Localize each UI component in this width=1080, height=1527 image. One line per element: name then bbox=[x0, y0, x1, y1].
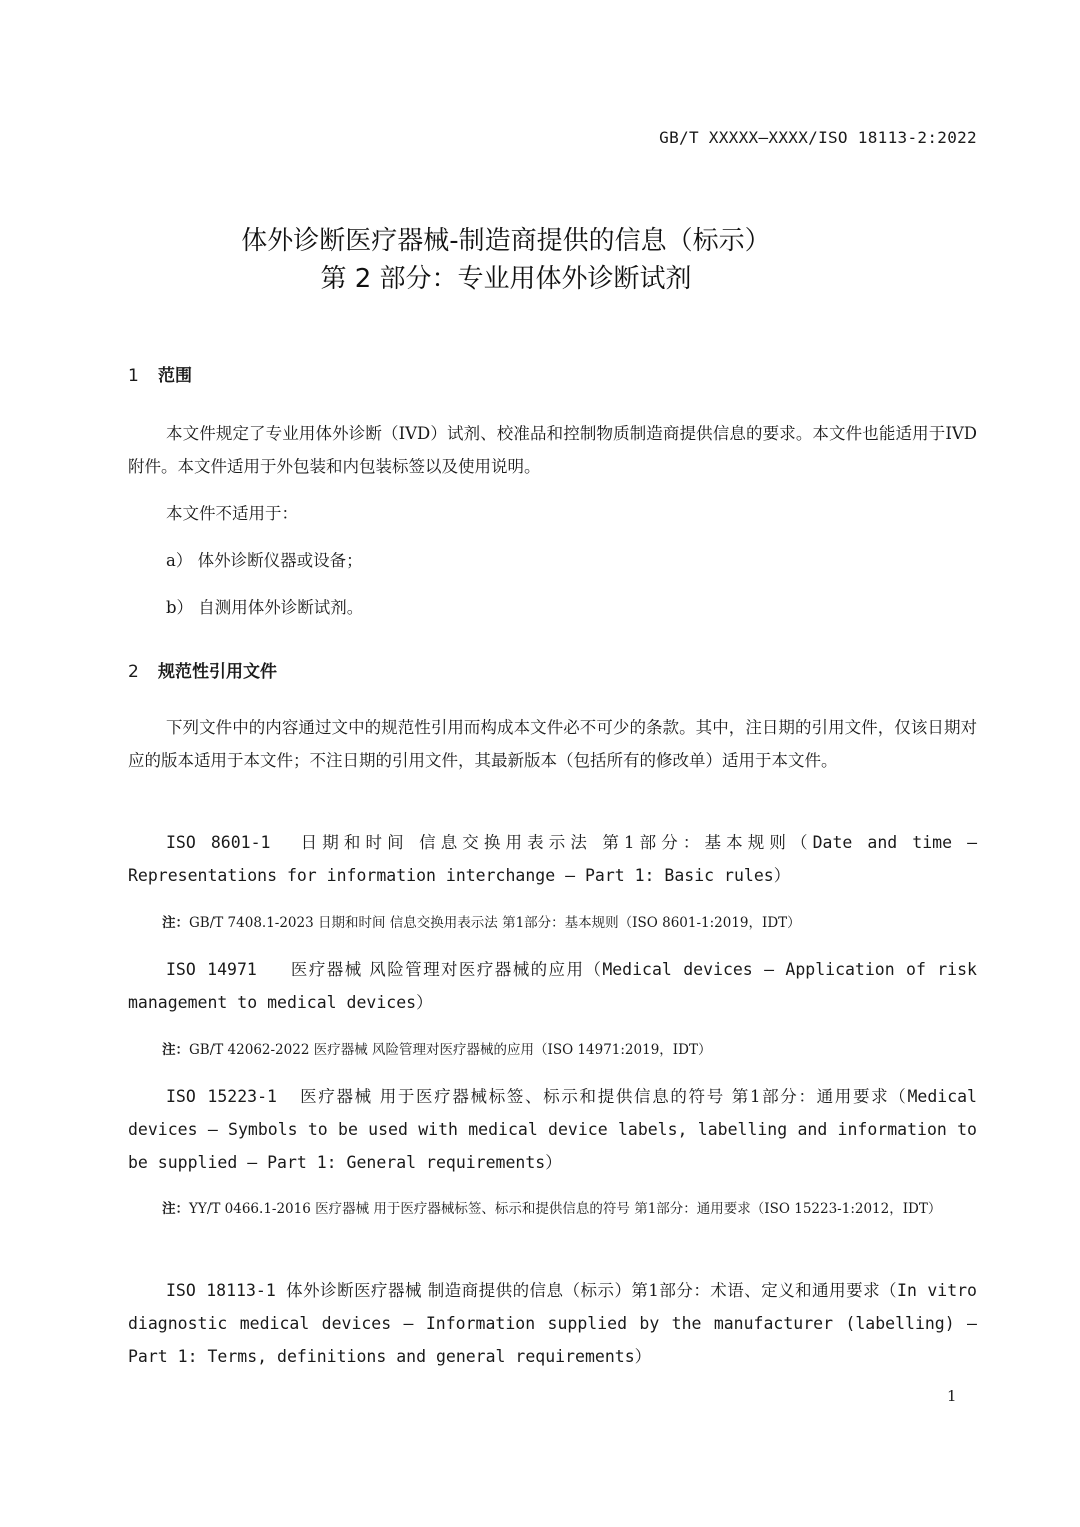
section-1-heading bbox=[128, 361, 192, 386]
reference-title-en: Date and time — Representations for information interchange — Part 1: Basic rules） bbox=[128, 833, 977, 885]
reference-title-en: In vitro diagnostic medical devices — Information supplied by the manufacturer (labelling) — Part 1: Terms, definitions and general requirements） bbox=[128, 1281, 977, 1366]
normative-refs-intro: 下列文件中的内容通过文中的规范性引用而构成本文件必不可少的条款。其中，注日期的引用文件，仅该日期对应的版本适用于本文件；不注日期的引用文件，其最新版本（包括所有的修改单）适用于本文件。 bbox=[128, 718, 977, 770]
scope-exclusion-intro: 本文件不适用于： bbox=[166, 504, 298, 523]
note-label: 注： bbox=[162, 915, 189, 931]
list-item-a: a） 体外诊断仪器或设备； bbox=[166, 551, 363, 570]
section-number: 1 bbox=[128, 366, 139, 386]
note-label: 注： bbox=[162, 1042, 189, 1058]
reference-code: ISO 15223-1 bbox=[166, 1087, 277, 1106]
reference-title-cn: 体外诊断医疗器械 制造商提供的信息（标示）第1部分：术语、定义和通用要求（ bbox=[286, 1281, 898, 1300]
reference-title-cn: 医疗器械 风险管理对医疗器械的应用（ bbox=[290, 960, 603, 979]
section-title: 范围 bbox=[158, 366, 192, 386]
reference-code: ISO 8601-1 bbox=[166, 833, 271, 852]
reference-note bbox=[128, 1194, 977, 1225]
reference-title-en: Medical devices — Application of risk management to medical devices） bbox=[128, 960, 977, 1012]
title-line-1: 体外诊断医疗器械-制造商提供的信息（标示） bbox=[241, 226, 771, 256]
reference-entry bbox=[128, 827, 977, 893]
reference-entry bbox=[128, 1081, 977, 1179]
reference-entry bbox=[128, 954, 977, 1020]
scope-paragraph: 本文件规定了专业用体外诊断（IVD）试剂、校准品和控制物质制造商提供信息的要求。本文件也能适用于IVD附件。本文件适用于外包装和内包装标签以及使用说明。 bbox=[128, 424, 977, 476]
reference-code: ISO 18113-1 bbox=[166, 1281, 276, 1300]
section-number: 2 bbox=[128, 662, 139, 682]
note-label: 注： bbox=[162, 1201, 189, 1217]
document-title bbox=[0, 222, 1012, 298]
reference-code: ISO 14971 bbox=[166, 960, 257, 979]
note-text: GB/T 42062-2022 医疗器械 风险管理对医疗器械的应用（ISO 14971:2019，IDT） bbox=[189, 1042, 712, 1058]
reference-title-cn: 医疗器械 用于医疗器械标签、标示和提供信息的符号 第1部分：通用要求（ bbox=[300, 1087, 908, 1106]
reference-title-en: Medical devices — Symbols to be used with medical device labels, labelling and information to be supplied — Part 1: General requirements） bbox=[128, 1087, 977, 1172]
reference-entry bbox=[128, 1275, 977, 1373]
section-title: 规范性引用文件 bbox=[158, 662, 277, 682]
note-text: GB/T 7408.1-2023 日期和时间 信息交换用表示法 第1部分：基本规则（ISO 8601-1:2019，IDT） bbox=[189, 915, 801, 931]
reference-note bbox=[128, 1035, 977, 1066]
section-2-heading bbox=[128, 657, 277, 682]
reference-title-cn: 日期和时间 信息交换用表示法 第1部分：基本规则（ bbox=[300, 833, 813, 852]
title-line-2: 第 2 部分：专业用体外诊断试剂 bbox=[320, 264, 692, 294]
page-number: 1 bbox=[947, 1387, 957, 1405]
list-item-b: b） 自测用体外诊断试剂。 bbox=[166, 598, 364, 617]
reference-note bbox=[128, 908, 977, 939]
standard-number: GB/T XXXXX—XXXX/ISO 18113-2:2022 bbox=[659, 128, 977, 147]
note-text: YY/T 0466.1-2016 医疗器械 用于医疗器械标签、标示和提供信息的符号 第1部分：通用要求（ISO 15223-1:2012，IDT） bbox=[189, 1201, 942, 1217]
